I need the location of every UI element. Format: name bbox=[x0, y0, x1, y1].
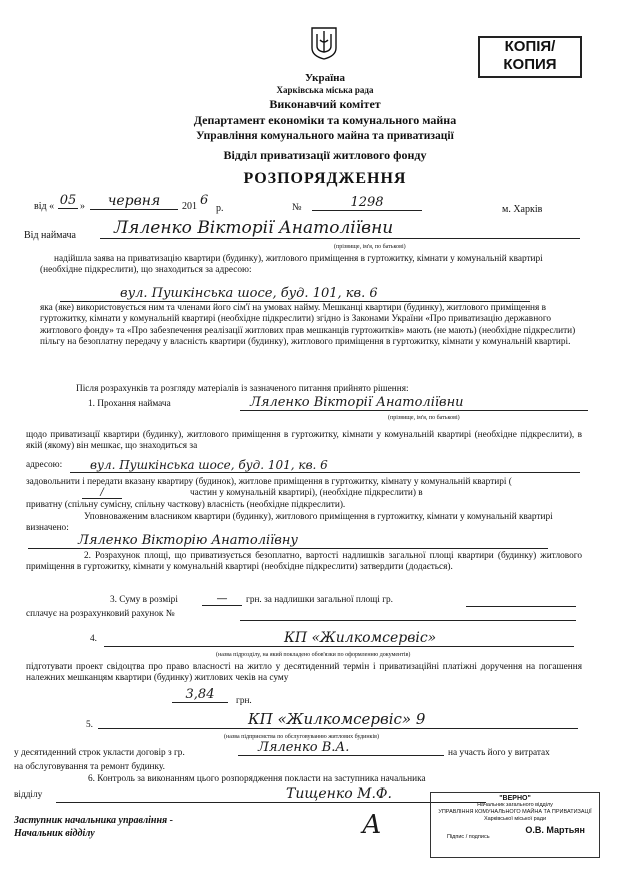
trident-emblem-icon bbox=[310, 26, 338, 60]
date-quote: » bbox=[80, 201, 85, 212]
stamp-title: "ВЕРНО" bbox=[499, 795, 531, 802]
item-3-text: грн. за надлишки загальної площі гр. bbox=[246, 595, 393, 605]
paragraph-decision-intro: Після розрахунків та розгляду матеріалів із зазначеного питання прийнято рішення: bbox=[76, 384, 409, 394]
cheque-amount-unit: грн. bbox=[236, 696, 252, 706]
tenant-row bbox=[24, 218, 584, 252]
property-address: вул. Пушкінська шосе, буд. 101, кв. 6 bbox=[60, 286, 530, 302]
date-year-prefix: 201 bbox=[182, 201, 197, 212]
tenant-caption: (прізвище, ім'я, по батькові) bbox=[334, 244, 406, 250]
copy-stamp-line-1: КОПІЯ/ bbox=[504, 38, 556, 55]
paragraph-transfer-part-b: частин у комунальній квартирі), (необхідне підкреслити) в bbox=[190, 488, 423, 498]
item-3-account: сплачує на розрахунковий рахунок № bbox=[26, 609, 175, 619]
header-division: Відділ приватизації житлового фонду bbox=[223, 148, 427, 162]
item-3-amount: — bbox=[202, 592, 242, 606]
date-row bbox=[34, 193, 594, 217]
tenant-label: Від наймача bbox=[24, 230, 76, 241]
header-council: Харківська міська рада bbox=[276, 85, 374, 95]
paragraph-certificate: підготувати проект свідоцтва про право власності на житло у десятиденний термін і приватизаційні платіжні доручення на погашення належних мешканцям квартири (будинку) житлових чеків на суму bbox=[26, 662, 582, 684]
item-4-row bbox=[26, 630, 586, 660]
control-label: відділу bbox=[14, 790, 43, 800]
cheque-amount: 3,84 bbox=[172, 687, 228, 703]
paragraph-control: 6. Контроль за виконанням цього розпорядження покласти на заступника начальника bbox=[88, 774, 426, 784]
stamp-line-3: Харківської міської ради bbox=[483, 816, 547, 822]
signer-title-1: Заступник начальника управління - bbox=[14, 815, 174, 826]
paragraph-residents: яка (яке) використовується ним та членами його сім'ї на умовах найму. Мешканці квартири (будинку), житлового приміщення в гуртожитку, кімнати у комунальній квартирі (необхідне підкреслити) згідно із Законами України «Про приватизацію державного житлового фонду» та «Про забезпечення реалізації житлових прав мешканців гуртожитків» мають (не мають) (необхідне підкреслити) пільгу на безоплатну передачу у власність квартири (будинку), житлового приміщення в гуртожитку, кімнати у комунальній квартирі. bbox=[40, 303, 576, 348]
order-number: 1298 bbox=[312, 195, 422, 211]
paragraph-privatization-request: щодо приватизації квартири (будинку), житлового приміщення в гуртожитку, кімнати у комунальній квартирі (необхідне підкреслити), в якій (якому) він мешкає, що знаходиться за bbox=[26, 430, 582, 452]
date-year-suffix: р. bbox=[216, 203, 224, 214]
verification-stamp bbox=[430, 792, 600, 858]
header-committee: Виконавчий комітет bbox=[269, 97, 381, 111]
paragraph-owner-designation: Уповноваженим власником квартири (будинку), житлового приміщення в гуртожитку, кімнати у комунальній квартирі визначено: bbox=[26, 512, 553, 534]
item-5-fill: КП «Жилкомсервіс» 9 bbox=[98, 710, 578, 729]
signature: А bbox=[362, 810, 382, 840]
date-from-label: від « bbox=[34, 201, 55, 212]
item-1-name: Ляленко Вікторії Анатоліївни bbox=[240, 395, 588, 411]
signer-title-2: Начальник відділу bbox=[14, 828, 95, 839]
contract-name: Ляленко В.А. bbox=[238, 740, 444, 756]
contract-text: на участь його у витратах bbox=[448, 748, 550, 758]
item-3-label: 3. Суму в розмірі bbox=[110, 595, 178, 605]
contract-label: у десятиденний строк укласти договір з гр. bbox=[14, 748, 185, 758]
stamp-name: О.В. Мартьян bbox=[525, 825, 585, 835]
item-5-caption: (назва підприємства по обслуговуванню житлових будинків) bbox=[224, 734, 379, 740]
item-1-row bbox=[88, 395, 588, 423]
address-value-2: вул. Пушкінська шосе, буд. 101, кв. 6 bbox=[70, 458, 580, 473]
stamp-line-2: УПРАВЛІННЯ КОМУНАЛЬНОГО МАЙНА ТА ПРИВАТИЗАЦІЇ bbox=[438, 809, 592, 815]
stamp-line-1: Начальник загального відділу bbox=[477, 802, 553, 808]
copy-stamp bbox=[478, 36, 582, 78]
share-fill: / bbox=[82, 487, 122, 499]
control-fill: Тищенко М.Ф. bbox=[56, 786, 486, 803]
header-country: Україна bbox=[304, 72, 346, 84]
item-4-caption: (назва підрозділу, на який покладено обов'язки по оформленню документів) bbox=[216, 652, 411, 658]
paragraph-maintenance: на обслуговування та ремонт будинку. bbox=[14, 762, 165, 772]
paragraph-ownership-type: приватну (спільну сумісну, спільну часткову) власність (необхідне підкреслити). bbox=[26, 500, 346, 510]
city: м. Харків bbox=[502, 204, 543, 215]
item-3-row bbox=[26, 592, 586, 625]
address-label: адресою: bbox=[26, 460, 63, 470]
paragraph-transfer: задовольнити і передати вказану квартиру (будинок), житлове приміщення в гуртожитку, кімнату у комунальній квартирі ( bbox=[26, 477, 512, 487]
date-month: червня bbox=[90, 193, 178, 210]
item-4-label: 4. bbox=[90, 634, 97, 644]
paragraph-area-calculation: 2. Розрахунок площі, що приватизується безоплатно, вартості надлишків загальної площі квартири (будинку) житлового приміщення в гуртожитку, кімнати у комунальній квартирі (необхідне підкреслити) затвердити (додається). bbox=[26, 551, 582, 573]
owner-name: Ляленко Вікторію Анатоліївну bbox=[28, 533, 548, 549]
document-title: РОЗПОРЯДЖЕННЯ bbox=[243, 170, 407, 187]
tenant-name: Ляленко Вікторії Анатоліївни bbox=[100, 218, 580, 239]
item-3-name-blank bbox=[466, 605, 576, 607]
header-directorate: Управління комунального майна та приватизації bbox=[196, 130, 454, 142]
item-1-caption: (прізвище, ім'я, по батькові) bbox=[388, 415, 460, 421]
item-3-account-blank bbox=[240, 619, 576, 621]
number-label: № bbox=[292, 202, 302, 213]
header-department: Департамент економіки та комунального майна bbox=[193, 113, 457, 127]
item-1-label: 1. Прохання наймача bbox=[88, 399, 171, 409]
address-row-2 bbox=[26, 458, 582, 474]
contract-row bbox=[14, 740, 594, 762]
item-5-label: 5. bbox=[86, 720, 93, 730]
date-day: 05 bbox=[59, 193, 77, 208]
item-5-row bbox=[26, 710, 586, 740]
copy-stamp-line-2: КОПИЯ bbox=[503, 56, 557, 73]
date-year-digit: 6 bbox=[200, 193, 209, 208]
item-4-fill: КП «Жилкомсервіс» bbox=[104, 630, 574, 647]
stamp-sign: Підпис / подпись bbox=[447, 834, 490, 840]
paragraph-application: надійшла заява на приватизацію квартири (будинку), житлового приміщення в гуртожитку, кімнати у комунальній квартирі (необхідне підкреслити), що знаходиться за адресою: bbox=[40, 254, 543, 276]
